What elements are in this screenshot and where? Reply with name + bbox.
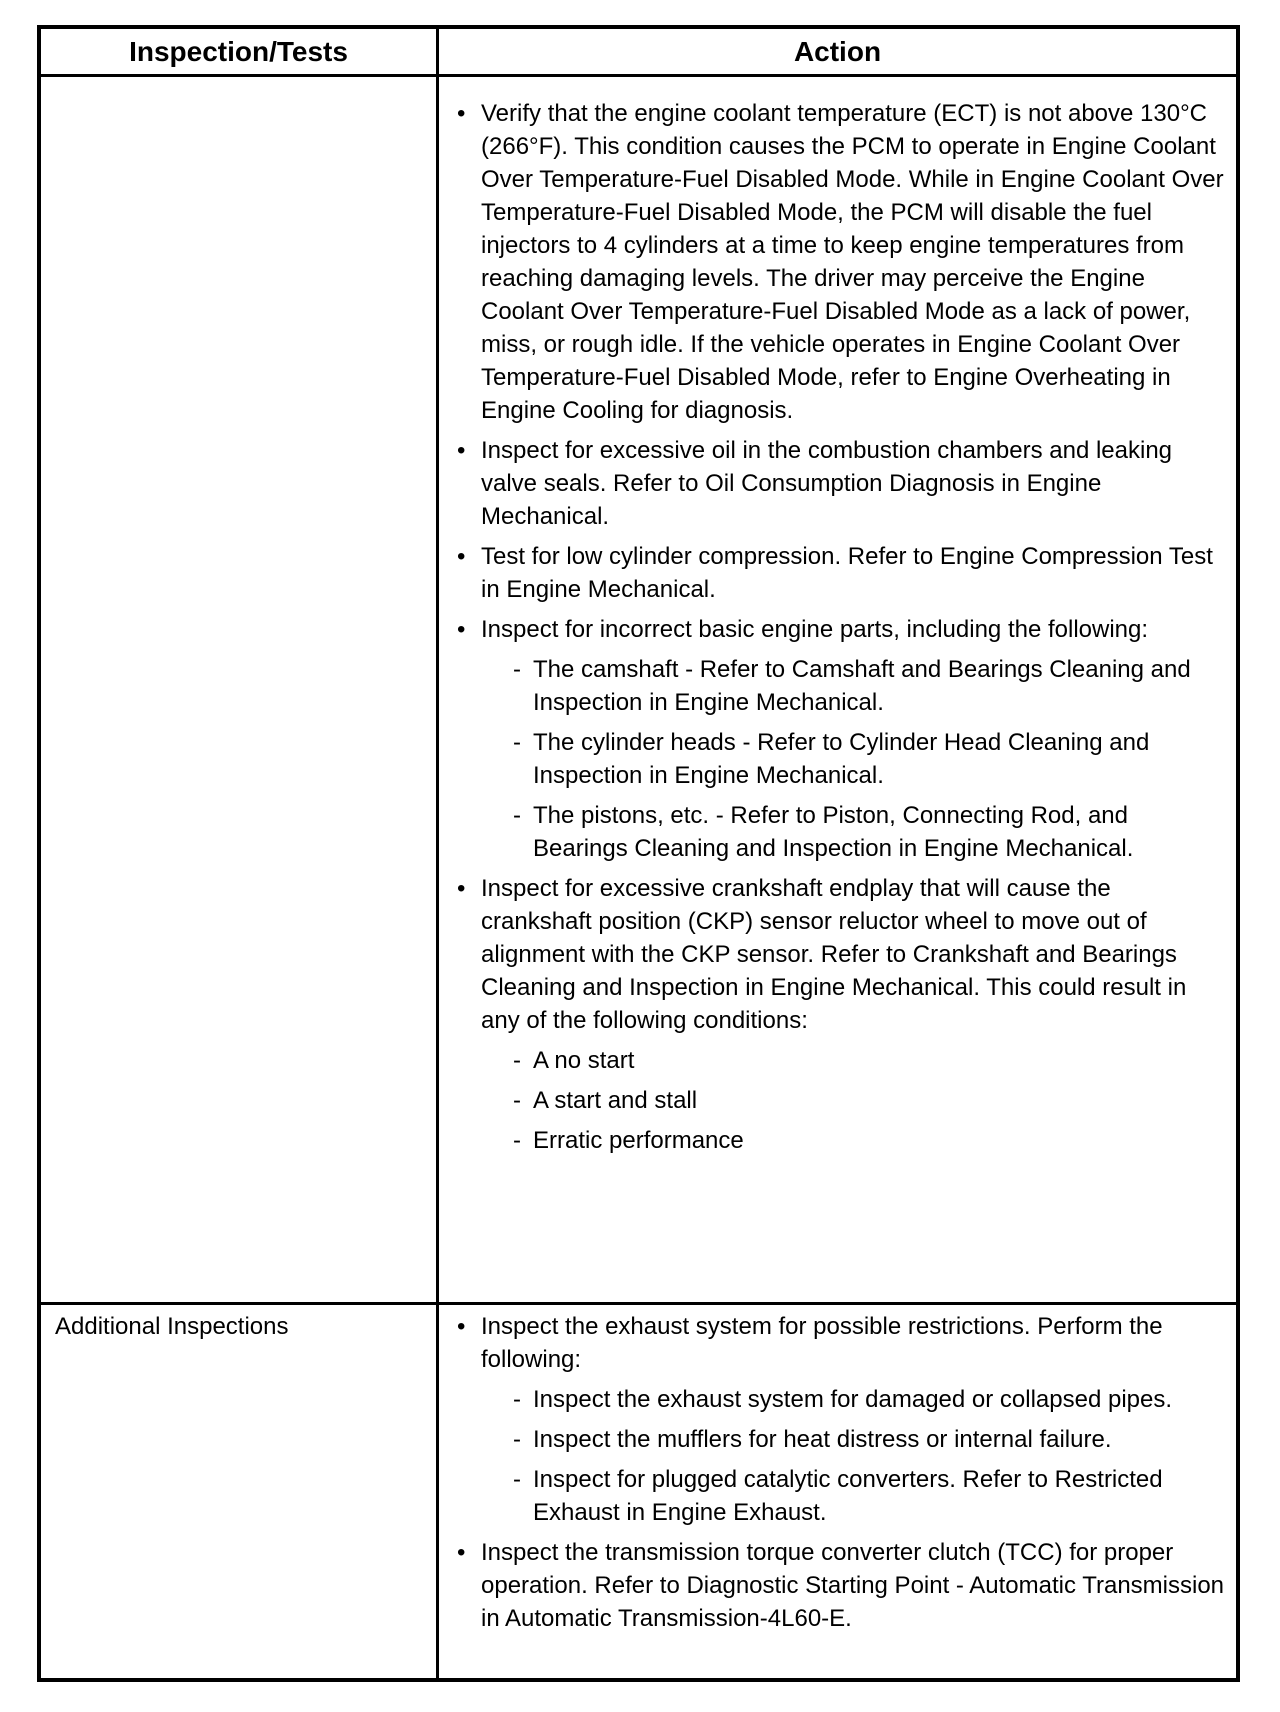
sub-text: The camshaft - Refer to Camshaft and Bearings Cleaning and Inspection in Engine Mechanical.	[533, 656, 1191, 716]
dash-icon: -	[513, 1466, 521, 1493]
action-cell	[439, 77, 1236, 1302]
action-list	[439, 97, 1236, 1157]
sub-text: The pistons, etc. - Refer to Piston, Connecting Rod, and Bearings Cleaning and Inspection in Engine Mechanical.	[533, 802, 1134, 862]
sub-item	[481, 1383, 1228, 1416]
sub-text: A no start	[533, 1047, 635, 1074]
sub-list	[481, 1044, 1228, 1157]
table-row	[41, 1305, 1236, 1678]
action-list	[439, 1310, 1236, 1635]
dash-icon: -	[513, 1047, 521, 1074]
dash-icon: -	[513, 1426, 521, 1453]
bullet-icon: •	[457, 1539, 466, 1566]
dash-icon: -	[513, 729, 521, 756]
header-inspection-tests: Inspection/Tests	[41, 29, 439, 74]
inspection-cell	[41, 77, 439, 1302]
header-action: Action	[793, 35, 882, 67]
inspection-cell: Additional Inspections	[41, 1305, 439, 1678]
sub-item	[481, 1463, 1228, 1529]
dash-icon: -	[513, 1386, 521, 1413]
bullet-icon: •	[457, 543, 466, 570]
action-item	[439, 97, 1228, 427]
sub-item	[481, 799, 1228, 865]
sub-text: Inspect for plugged catalytic converters. Refer to Restricted Exhaust in Engine Exhaust.	[533, 1466, 1163, 1526]
table-header-row	[41, 29, 1236, 77]
sub-item	[481, 1044, 1228, 1077]
dash-icon: -	[513, 1087, 521, 1114]
sub-item	[481, 1423, 1228, 1456]
sub-item	[481, 653, 1228, 719]
dash-icon: -	[513, 1127, 521, 1154]
action-item	[439, 540, 1228, 606]
action-item	[439, 872, 1228, 1157]
sub-text: A start and stall	[533, 1087, 698, 1114]
bullet-icon: •	[457, 616, 466, 643]
action-item	[439, 434, 1228, 533]
action-cell	[439, 1305, 1236, 1678]
sub-item	[481, 1084, 1228, 1117]
sub-item	[481, 726, 1228, 792]
dash-icon: -	[513, 802, 521, 829]
action-text: Test for low cylinder compression. Refer to Engine Compression Test in Engine Mechanical.	[481, 543, 1213, 603]
sub-list	[481, 653, 1228, 865]
sub-text: Inspect the mufflers for heat distress or internal failure.	[533, 1426, 1112, 1453]
bullet-icon: •	[457, 875, 466, 902]
sub-item	[481, 1124, 1228, 1157]
action-item	[439, 1310, 1228, 1529]
action-text: Verify that the engine coolant temperature (ECT) is not above 130°C (266°F). This condition causes the PCM to operate in Engine Coolant Over Temperature-Fuel Disabled Mode. While in Engine Coolant Over Temperature-Fuel Disabled Mode, the PCM will disable the fuel injectors to 4 cylinders at a time to keep engine temperatures from reaching damaging levels. The driver may perceive the Engine Coolant Over Temperature-Fuel Disabled Mode as a lack of power, miss, or rough idle. If the vehicle operates in Engine Coolant Over Temperature-Fuel Disabled Mode, refer to Engine Overheating in Engine Cooling for diagnosis.	[481, 100, 1224, 424]
bullet-icon: •	[457, 437, 466, 464]
bullet-icon: •	[457, 100, 466, 127]
action-text: Inspect the transmission torque converter clutch (TCC) for proper operation. Refer to Diagnostic Starting Point - Automatic Transmission in Automatic Transmission-4L60-E.	[481, 1539, 1225, 1632]
action-text: Inspect for excessive oil in the combustion chambers and leaking valve seals. Refer to Oil Consumption Diagnosis in Engine Mechanical.	[481, 437, 1173, 530]
bullet-icon: •	[457, 1313, 466, 1340]
action-item	[439, 613, 1228, 865]
sub-text: Inspect the exhaust system for damaged or collapsed pipes.	[533, 1386, 1173, 1413]
inspection-action-table	[37, 25, 1240, 1682]
sub-list	[481, 1383, 1228, 1529]
action-text: Inspect the exhaust system for possible restrictions. Perform the following:	[481, 1313, 1163, 1373]
action-text: Inspect for incorrect basic engine parts, including the following:	[481, 616, 1149, 643]
action-text: Inspect for excessive crankshaft endplay that will cause the crankshaft position (CKP) sensor reluctor wheel to move out of alignment with the CKP sensor. Refer to Crankshaft and Bearings Cleaning and Inspection in Engine Mechanical. This could result in any of the following conditions:	[481, 875, 1187, 1034]
sub-text: Erratic performance	[533, 1127, 744, 1154]
sub-text: The cylinder heads - Refer to Cylinder Head Cleaning and Inspection in Engine Mechanical.	[533, 729, 1150, 789]
action-item	[439, 1536, 1228, 1635]
dash-icon: -	[513, 656, 521, 683]
table-row	[41, 77, 1236, 1305]
